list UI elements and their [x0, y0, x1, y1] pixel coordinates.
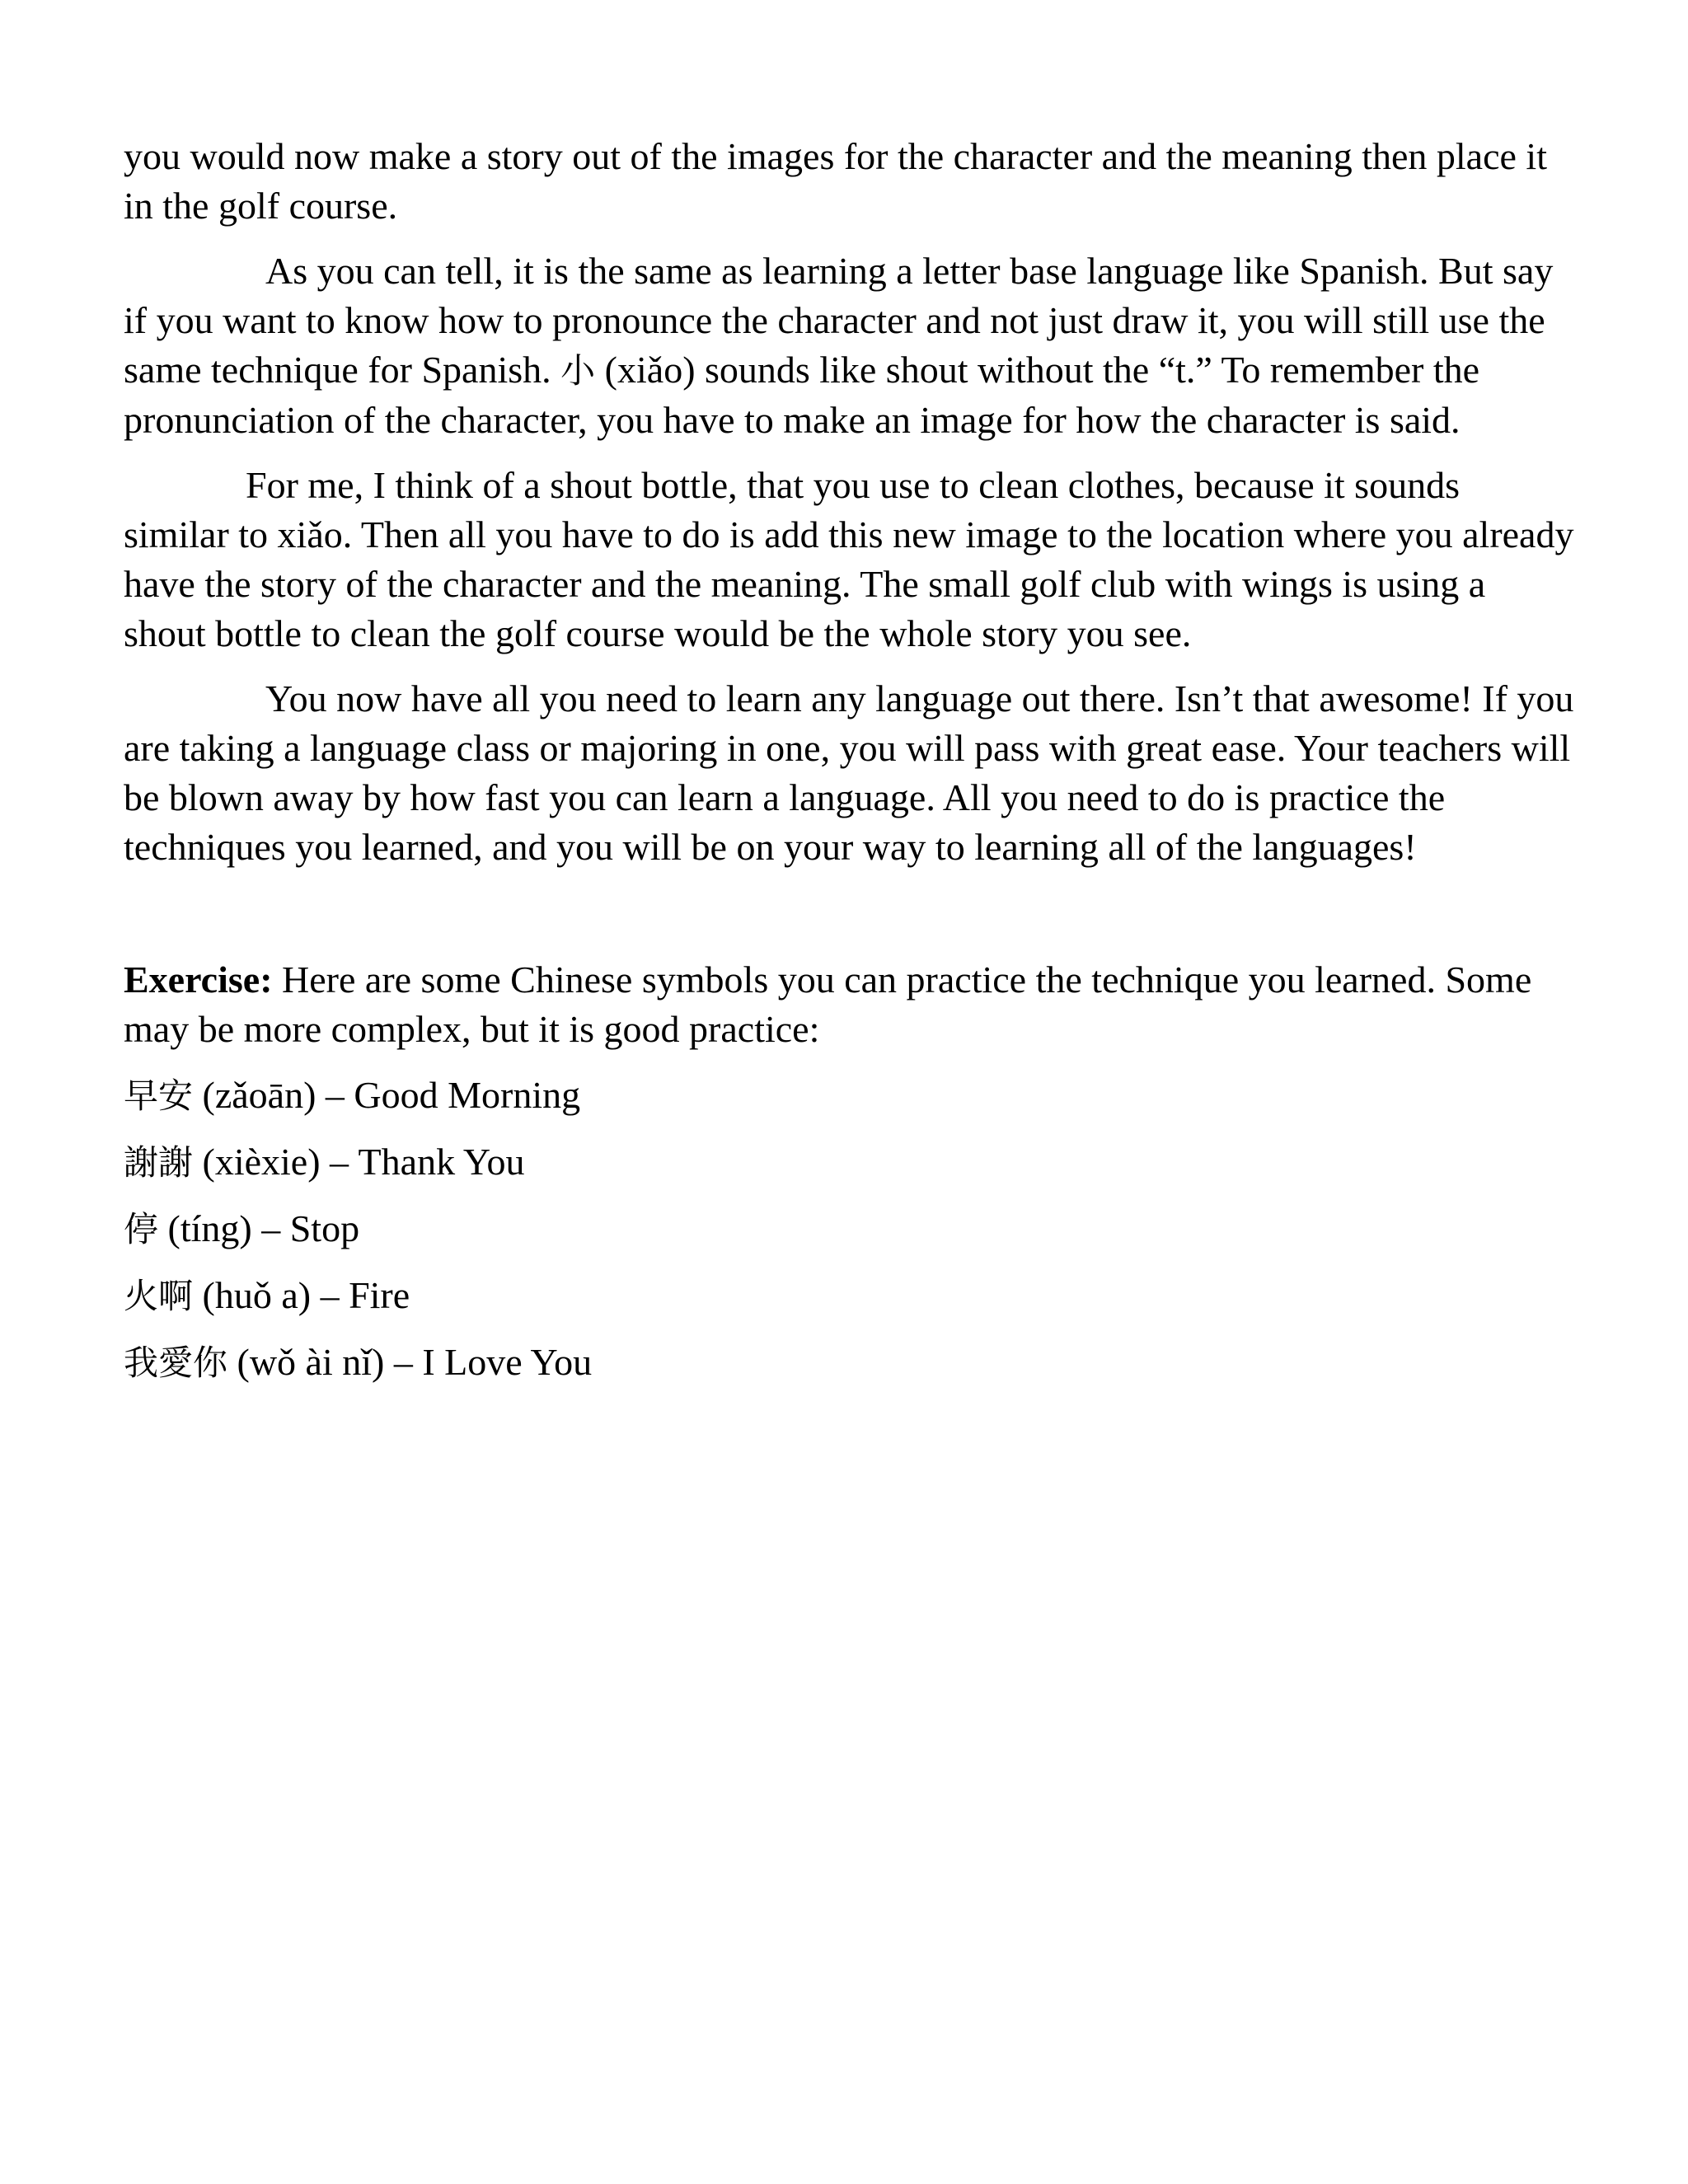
paragraph-conclusion: You now have all you need to learn any language out there. Isn’t that awesome! If you are taking a language class or majoring in one, you will pass with great ease. Your teachers will be blown away by how fast you can learn a language. All you need to do is practice the techniques you learned, and you will be on your way to learning all of the languages! — [124, 677, 1574, 868]
vocab-characters: 我愛你 — [124, 1343, 228, 1383]
vocab-item-fire — [124, 1271, 1574, 1321]
vocab-characters: 停 — [124, 1209, 159, 1249]
paragraph-pronunciation-text-before: As you can tell, it is the same as learning a letter base language like Spanish. But say if you want to know how to pronounce the character and not just draw it, you will still use the same technique for Spanish. — [124, 250, 1554, 391]
chinese-character-xiao: 小 — [560, 350, 596, 391]
section-spacer — [124, 888, 1574, 955]
vocab-pinyin-meaning: (tíng) – Stop — [158, 1207, 360, 1249]
paragraph-pronunciation-text-after: (xiǎo) sounds like shout without the “t.” To remember the pronunciation of the character, you have to make an image for how the character is said. — [124, 349, 1480, 441]
vocab-item-good-morning — [124, 1071, 1574, 1121]
vocab-pinyin-meaning: (huǒ a) – Fire — [193, 1274, 410, 1316]
vocab-pinyin-meaning: (xièxie) – Thank You — [193, 1141, 525, 1183]
vocab-characters: 早安 — [124, 1076, 194, 1116]
document-page — [124, 132, 1574, 1388]
paragraph-continuation: you would now make a story out of the images for the character and the meaning then place it in the golf course. — [124, 135, 1547, 227]
vocabulary-list — [124, 1071, 1574, 1388]
vocab-pinyin-meaning: (zǎoān) – Good Morning — [193, 1074, 581, 1116]
exercise-label: Exercise: — [124, 958, 273, 1001]
exercise-intro-text: Here are some Chinese symbols you can practice the technique you learned. Some may be more complex, but it is good practice: — [124, 958, 1532, 1050]
vocab-item-stop — [124, 1204, 1574, 1254]
paragraph-pronunciation — [124, 246, 1574, 445]
vocab-item-thank-you — [124, 1137, 1574, 1188]
paragraph-shout-bottle: For me, I think of a shout bottle, that you use to clean clothes, because it sounds similar to xiǎo. Then all you have to do is add this new image to the location where you already have the story of the character and the meaning. The small golf club with wings is using a shout bottle to clean the golf course would be the whole story you see. — [124, 464, 1574, 654]
vocab-item-i-love-you — [124, 1338, 1574, 1388]
vocab-pinyin-meaning: (wǒ ài nǐ) – I Love You — [227, 1341, 593, 1383]
vocab-characters: 謝謝 — [124, 1142, 194, 1183]
exercise-intro — [124, 955, 1574, 1054]
vocab-characters: 火啊 — [124, 1276, 194, 1316]
